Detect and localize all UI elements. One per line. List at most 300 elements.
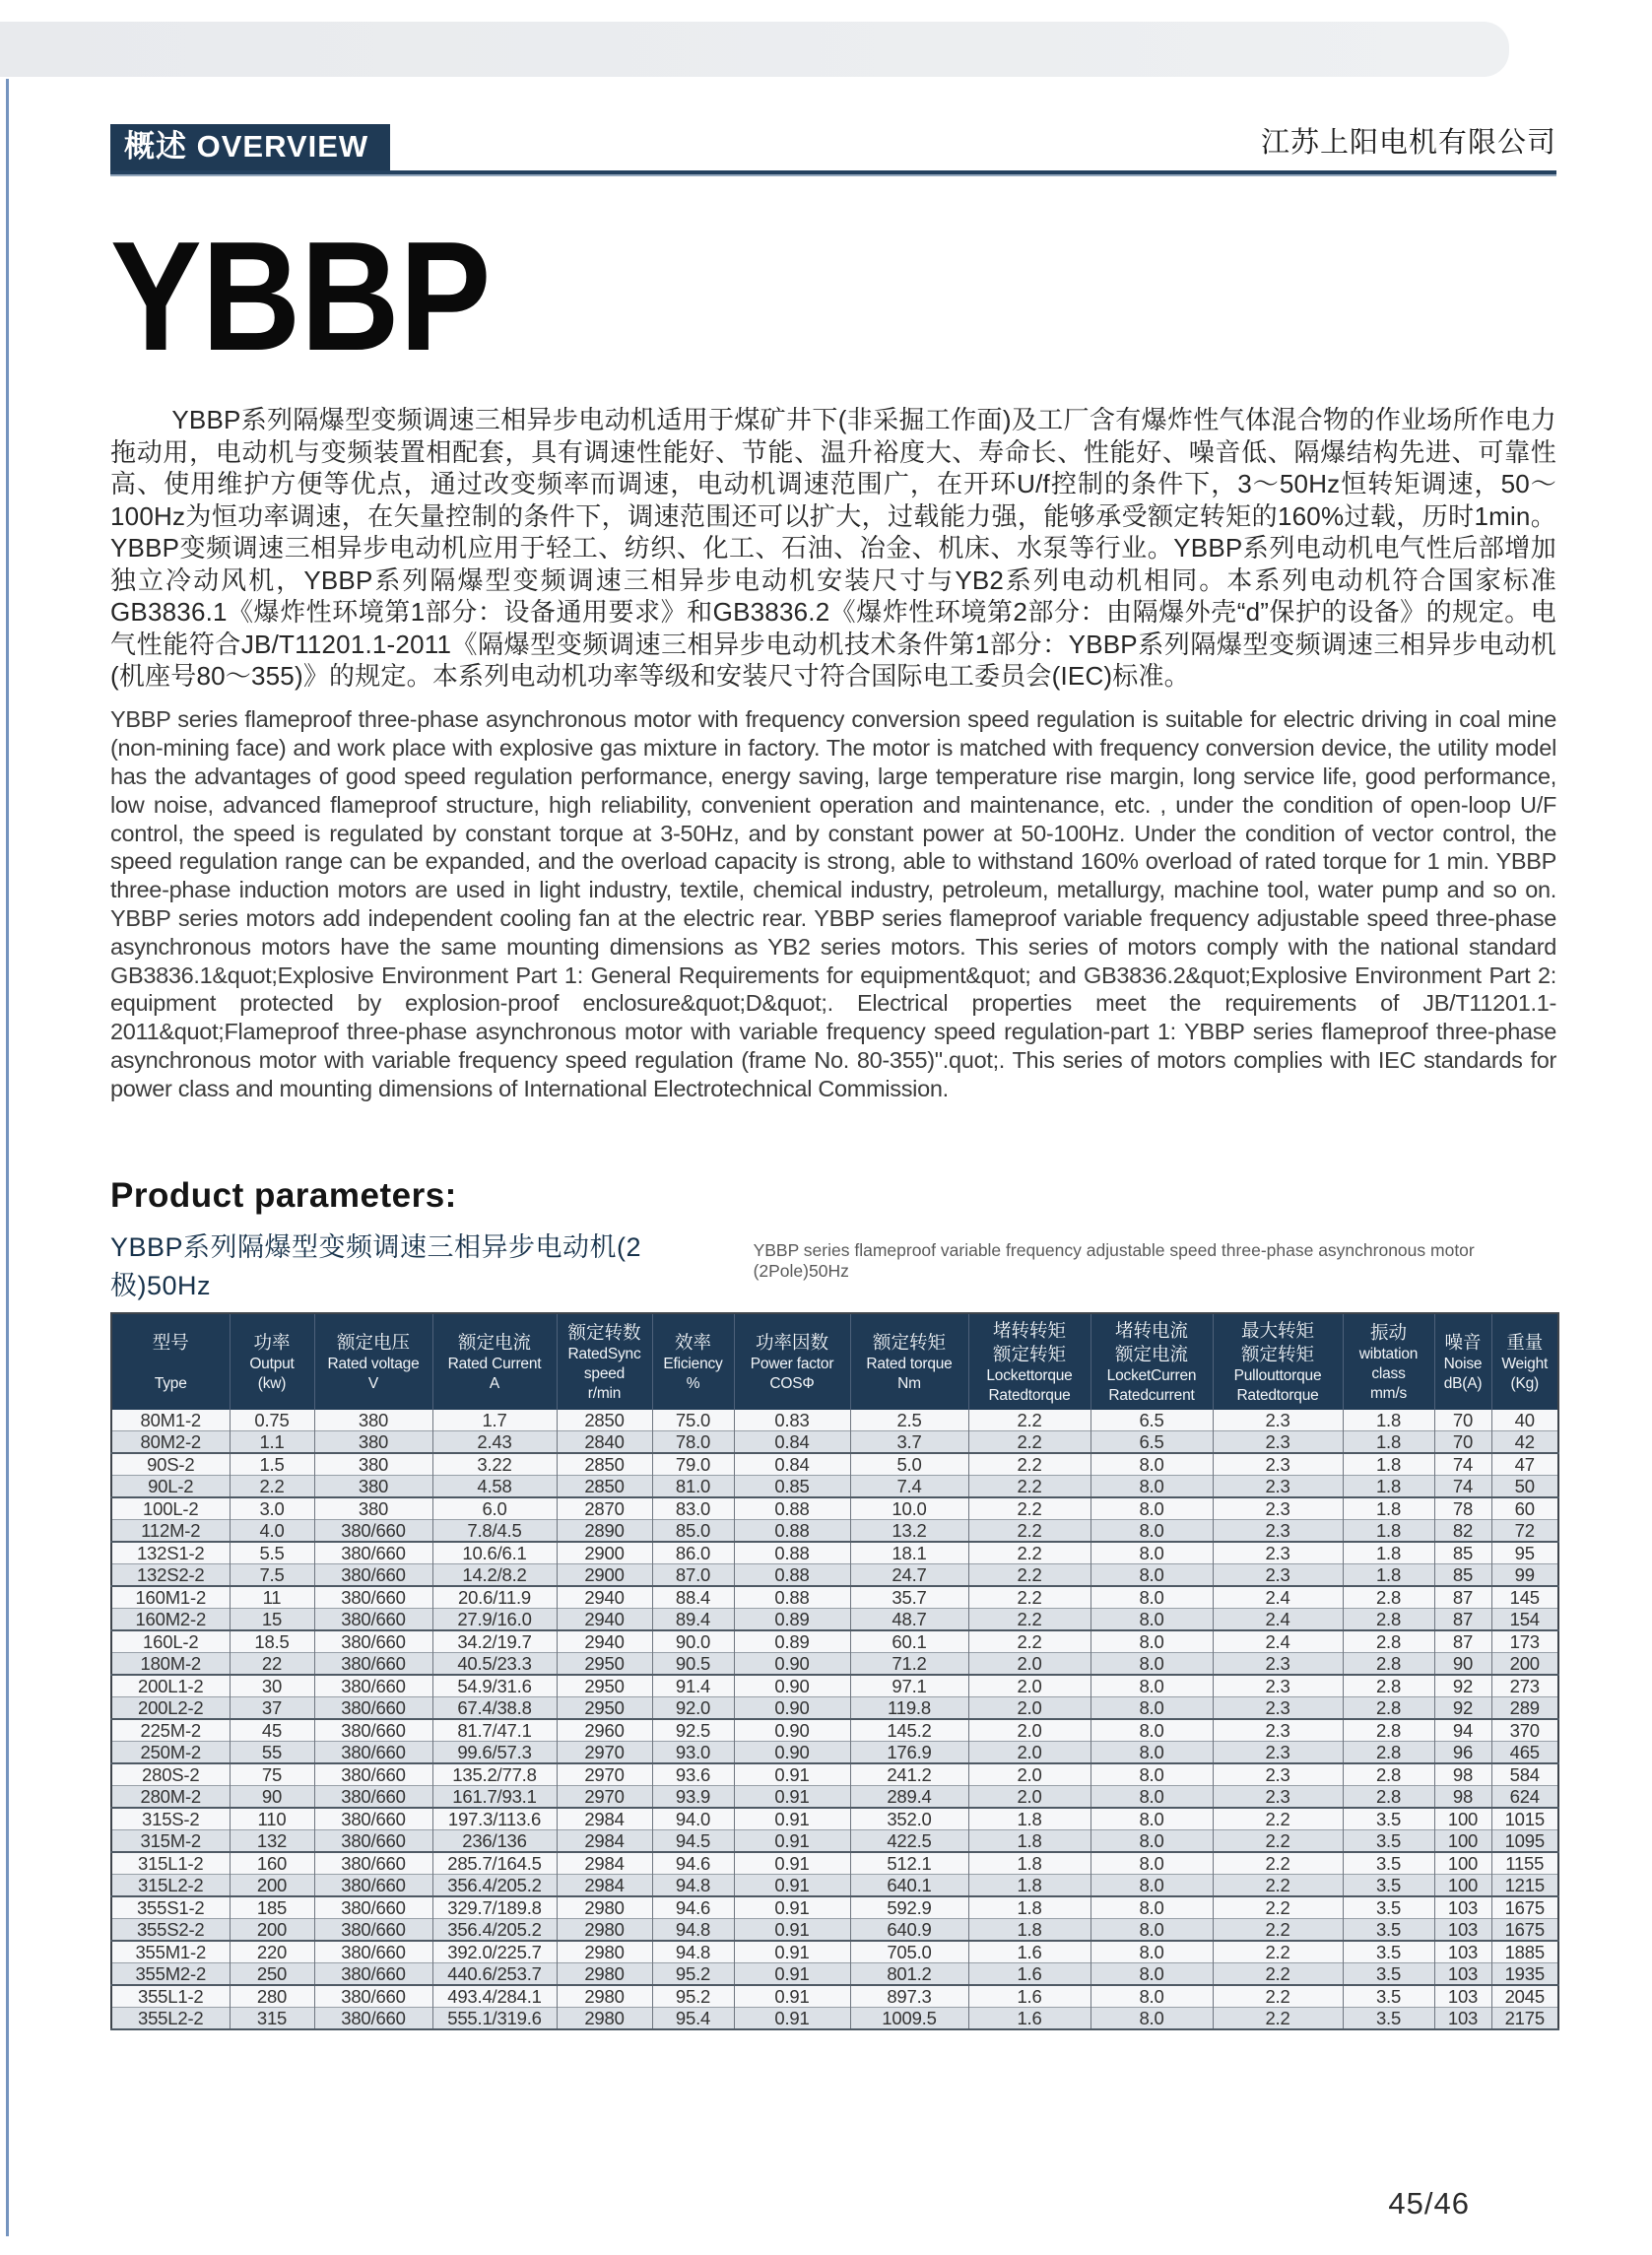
table-cell: 2.2 [1213, 1985, 1343, 2008]
table-cell: 200L1-2 [111, 1675, 230, 1697]
table-cell: 1.8 [1343, 1564, 1434, 1587]
table-cell: 0.90 [734, 1675, 850, 1697]
table-row [111, 2008, 1558, 2030]
left-edge-rule [6, 79, 9, 2236]
table-cell: 2.0 [968, 1786, 1090, 1809]
table-cell: 74 [1434, 1476, 1491, 1498]
table-cell: 1.8 [968, 1852, 1090, 1875]
table-cell: 0.89 [734, 1630, 850, 1653]
table-cell: 1885 [1504, 1942, 1545, 1963]
table-cell: 2850 [557, 1410, 652, 1431]
table-cell: 8.0 [1090, 1919, 1213, 1942]
table-cell: 37 [230, 1697, 314, 1720]
table-cell: 2.2 [968, 1542, 1090, 1564]
table-cell: 1.8 [968, 1919, 1090, 1942]
table-cell: 100 [1434, 1852, 1491, 1875]
table-cell: 89.4 [652, 1609, 734, 1631]
table-cell: 2980 [557, 1896, 652, 1919]
header-cell: 功率 Output (kw) [230, 1313, 314, 1410]
table-cell: 3.5 [1343, 1808, 1434, 1830]
table-cell: 2.3 [1213, 1542, 1343, 1564]
table-cell: 0.91 [734, 1896, 850, 1919]
table-cell: 380/660 [314, 1742, 432, 1764]
table-cell: 380/660 [314, 1653, 432, 1676]
table-cell: 80M1-2 [111, 1410, 230, 1431]
table-cell: 0.83 [734, 1410, 850, 1431]
table-cell: 2900 [557, 1564, 652, 1587]
table-row [111, 1542, 1558, 1564]
table-cell: 1935 [1504, 1963, 1545, 1985]
table-cell: 72 [1514, 1520, 1535, 1542]
table-cell: 241.2 [850, 1763, 968, 1786]
table-cell: 380/660 [314, 1875, 432, 1897]
table-cell: 380/660 [314, 1586, 432, 1609]
table-cell: 40.5/23.3 [432, 1653, 557, 1676]
table-cell: 93.9 [652, 1786, 734, 1809]
table-cell: 83.0 [652, 1497, 734, 1520]
table-cell: 99.6/57.3 [432, 1742, 557, 1764]
table-cell: 103 [1434, 1941, 1491, 1963]
table-cell: 95 [1514, 1543, 1535, 1564]
table-cell: 3.5 [1343, 2008, 1434, 2030]
table-cell: 100L-2 [111, 1497, 230, 1520]
table-cell: 380 [314, 1476, 432, 1498]
table-cell: 82 [1434, 1520, 1491, 1543]
table-cell: 3.5 [1343, 1963, 1434, 1986]
table-cell: 8.0 [1090, 1941, 1213, 1963]
table-cell: 30 [230, 1675, 314, 1697]
table-cell: 103 [1434, 1985, 1491, 2008]
table-cell: 8.0 [1090, 1542, 1213, 1564]
series-title: YBBP [110, 210, 492, 383]
table-cell: 8.0 [1090, 1808, 1213, 1830]
table-cell: 70 [1434, 1431, 1491, 1454]
table-cell: 280 [230, 1985, 314, 2008]
table-cell: 8.0 [1090, 1719, 1213, 1742]
table-cell: 2950 [557, 1697, 652, 1720]
table-cell: 584 [1509, 1764, 1540, 1786]
table-cell: 2.2 [230, 1476, 314, 1498]
table-cell: 0.88 [734, 1520, 850, 1543]
table-cell: 90.0 [652, 1630, 734, 1653]
table-cell: 2.2 [1213, 1963, 1343, 1986]
table-cell: 2900 [557, 1542, 652, 1564]
table-cell: 355M1-2 [111, 1941, 230, 1963]
table-row [111, 1697, 1558, 1720]
table-cell: 512.1 [850, 1852, 968, 1875]
table-cell: 2.8 [1343, 1719, 1434, 1742]
table-cell: 103 [1434, 1919, 1491, 1942]
table-cell: 200 [230, 1875, 314, 1897]
table-cell: 93.6 [652, 1763, 734, 1786]
table-cell: 3.22 [432, 1453, 557, 1476]
table-cell: 355S2-2 [111, 1919, 230, 1942]
table-cell: 0.75 [230, 1410, 314, 1431]
table-cell: 380 [314, 1497, 432, 1520]
table-cell: 380/660 [314, 1719, 432, 1742]
table-cell: 2.3 [1213, 1476, 1343, 1498]
table-cell: 1.6 [968, 1985, 1090, 2008]
table-cell: 2.2 [968, 1609, 1090, 1631]
table-cell: 8.0 [1090, 1453, 1213, 1476]
table-cell: 87 [1434, 1609, 1491, 1631]
table-cell: 0.84 [734, 1453, 850, 1476]
table-cell: 2984 [557, 1808, 652, 1830]
table-cell: 15 [230, 1609, 314, 1631]
table-cell: 92.5 [652, 1719, 734, 1742]
header-cell: 堵转电流 额定电流 LocketCurren Ratedcurrent [1090, 1313, 1213, 1410]
table-cell: 160L-2 [111, 1630, 230, 1653]
table-cell: 78 [1434, 1497, 1491, 1520]
table-cell: 95.4 [652, 2008, 734, 2030]
table-cell: 3.5 [1343, 1875, 1434, 1897]
table-cell: 200 [1509, 1653, 1540, 1675]
table-cell: 1.8 [968, 1875, 1090, 1897]
header-cell: 振动 wibtation class mm/s [1343, 1313, 1434, 1410]
table-cell: 2.43 [432, 1431, 557, 1454]
table-cell: 2940 [557, 1586, 652, 1609]
table-cell: 92 [1434, 1675, 1491, 1697]
table-cell: 103 [1434, 2008, 1491, 2030]
table-cell: 2.2 [968, 1564, 1090, 1587]
table-cell: 2.3 [1213, 1564, 1343, 1587]
table-cell: 2.3 [1213, 1453, 1343, 1476]
table-cell: 380/660 [314, 1763, 432, 1786]
table-cell: 355L2-2 [111, 2008, 230, 2030]
table-cell: 2984 [557, 1875, 652, 1897]
table-cell: 2.2 [1213, 1941, 1343, 1963]
table-cell: 94.6 [652, 1896, 734, 1919]
parameters-table [110, 1312, 1559, 2030]
table-cell: 8.0 [1090, 1564, 1213, 1587]
header-cell: 最大转矩 额定转矩 Pullouttorque Ratedtorque [1213, 1313, 1343, 1410]
table-cell: 2960 [557, 1719, 652, 1742]
table-cell: 315S-2 [111, 1808, 230, 1830]
table-cell: 2.2 [1213, 1830, 1343, 1853]
table-title-chinese: YBBP系列隔爆型变频调速三相异步电动机(2极)50Hz [110, 1232, 642, 1301]
table-cell: 81.0 [652, 1476, 734, 1498]
table-cell: 132S1-2 [111, 1542, 230, 1564]
header-cell: 堵转转矩 额定转矩 Lockettorque Ratedtorque [968, 1313, 1090, 1410]
table-cell: 380/660 [314, 1564, 432, 1587]
table-cell: 7.5 [230, 1564, 314, 1587]
table-title-english: YBBP series flameproof variable frequency adjustable speed three-phase asynchronous motor (2Pole)50Hz [753, 1240, 1475, 1282]
table-cell: 380/660 [314, 1697, 432, 1720]
table-cell: 60 [1514, 1498, 1535, 1520]
table-cell: 0.89 [734, 1609, 850, 1631]
table-cell: 3.5 [1343, 1919, 1434, 1942]
table-row [111, 1919, 1558, 1942]
table-row [111, 1985, 1558, 2008]
header-divider-secondary [110, 174, 1556, 176]
table-cell: 2.2 [1213, 1919, 1343, 1942]
table-cell: 2045 [1504, 1986, 1545, 2008]
table-row [111, 1586, 1558, 1609]
header-cell: 功率因数 Power factor COSΦ [734, 1313, 850, 1410]
table-cell: 315 [230, 2008, 314, 2030]
table-cell: 2.8 [1343, 1675, 1434, 1697]
table-cell: 8.0 [1090, 1963, 1213, 1986]
table-cell: 355S1-2 [111, 1896, 230, 1919]
table-row [111, 1830, 1558, 1853]
table-cell: 0.91 [734, 1830, 850, 1853]
table-cell: 79.0 [652, 1453, 734, 1476]
table-cell: 0.91 [734, 2008, 850, 2030]
table-cell: 18.5 [230, 1630, 314, 1653]
table-cell: 8.0 [1090, 1875, 1213, 1897]
table-cell: 0.90 [734, 1719, 850, 1742]
table-cell: 1.8 [968, 1808, 1090, 1830]
table-cell: 0.91 [734, 1985, 850, 2008]
table-cell: 380/660 [314, 1609, 432, 1631]
table-cell: 3.5 [1343, 1896, 1434, 1919]
table-cell: 22 [230, 1653, 314, 1676]
table-cell: 2.0 [968, 1697, 1090, 1720]
table-cell: 1.8 [968, 1830, 1090, 1853]
table-cell: 1.8 [1343, 1520, 1434, 1543]
table-cell: 94.6 [652, 1852, 734, 1875]
table-cell: 0.88 [734, 1564, 850, 1587]
table-cell: 47 [1514, 1454, 1535, 1476]
table-cell: 2.3 [1213, 1410, 1343, 1431]
table-cell: 94.5 [652, 1830, 734, 1853]
table-cell: 1155 [1505, 1853, 1545, 1875]
table-cell: 94.0 [652, 1808, 734, 1830]
table-cell: 35.7 [850, 1586, 968, 1609]
table-cell: 1.5 [230, 1453, 314, 1476]
table-cell: 380/660 [314, 1830, 432, 1853]
table-cell: 90L-2 [111, 1476, 230, 1498]
table-cell: 40 [1514, 1410, 1535, 1431]
table-row [111, 1653, 1558, 1676]
table-row [111, 1520, 1558, 1543]
table-cell: 85.0 [652, 1520, 734, 1543]
table-cell: 154 [1509, 1609, 1540, 1630]
table-cell: 280S-2 [111, 1763, 230, 1786]
table-cell: 74 [1434, 1453, 1491, 1476]
table-cell: 380/660 [314, 1542, 432, 1564]
table-cell: 356.4/205.2 [432, 1919, 557, 1942]
table-cell: 8.0 [1090, 1497, 1213, 1520]
table-cell: 1.6 [968, 2008, 1090, 2030]
table-cell: 200 [230, 1919, 314, 1942]
table-cell: 45 [230, 1719, 314, 1742]
table-cell: 8.0 [1090, 1852, 1213, 1875]
table-cell: 1095 [1504, 1830, 1545, 1852]
header-cell: 额定转数 RatedSync speed r/min [557, 1313, 652, 1410]
table-cell: 97.1 [850, 1675, 968, 1697]
table-cell: 145.2 [850, 1719, 968, 1742]
table-cell: 2980 [557, 2008, 652, 2030]
table-cell: 98 [1434, 1763, 1491, 1786]
table-cell: 110 [230, 1808, 314, 1830]
table-cell: 2.2 [1213, 1896, 1343, 1919]
table-cell: 8.0 [1090, 1985, 1213, 2008]
table-cell: 6.5 [1090, 1431, 1213, 1454]
table-cell: 2950 [557, 1653, 652, 1676]
table-row [111, 1875, 1558, 1897]
table-cell: 392.0/225.7 [432, 1941, 557, 1963]
table-cell: 493.4/284.1 [432, 1985, 557, 2008]
table-cell: 1.1 [230, 1431, 314, 1454]
table-cell: 2970 [557, 1786, 652, 1809]
table-row [111, 1896, 1558, 1919]
table-row [111, 1808, 1558, 1830]
table-cell: 11 [230, 1586, 314, 1609]
table-cell: 2.3 [1213, 1431, 1343, 1454]
table-cell: 0.91 [734, 1786, 850, 1809]
table-cell: 2.8 [1343, 1697, 1434, 1720]
table-cell: 380/660 [314, 1808, 432, 1830]
table-cell: 96 [1434, 1742, 1491, 1764]
table-cell: 2.3 [1213, 1786, 1343, 1809]
table-cell: 250 [230, 1963, 314, 1986]
table-cell: 273 [1509, 1676, 1540, 1697]
table-cell: 94.8 [652, 1875, 734, 1897]
table-cell: 50 [1514, 1476, 1535, 1497]
table-cell: 1.8 [1343, 1431, 1434, 1454]
table-cell: 8.0 [1090, 1630, 1213, 1653]
table-cell: 3.0 [230, 1497, 314, 1520]
table-cell: 2.3 [1213, 1742, 1343, 1764]
header-cell: 效率 Eficiency % [652, 1313, 734, 1410]
table-cell: 3.5 [1343, 1941, 1434, 1963]
table-cell: 100 [1434, 1808, 1491, 1830]
table-cell: 48.7 [850, 1609, 968, 1631]
table-cell: 85 [1434, 1542, 1491, 1564]
table-cell: 1675 [1504, 1897, 1545, 1919]
table-cell: 355M2-2 [111, 1963, 230, 1986]
table-cell: 640.1 [850, 1875, 968, 1897]
table-cell: 2970 [557, 1742, 652, 1764]
header-cell: 额定转矩 Rated torque Nm [850, 1313, 968, 1410]
table-cell: 2.8 [1343, 1653, 1434, 1676]
table-cell: 42 [1514, 1431, 1535, 1453]
table-cell: 2.0 [968, 1763, 1090, 1786]
table-cell: 14.2/8.2 [432, 1564, 557, 1587]
table-cell: 71.2 [850, 1653, 968, 1676]
table-cell: 1215 [1504, 1875, 1545, 1896]
table-cell: 3.7 [850, 1431, 968, 1454]
table-cell: 92.0 [652, 1697, 734, 1720]
table-cell: 592.9 [850, 1896, 968, 1919]
table-cell: 356.4/205.2 [432, 1875, 557, 1897]
table-cell: 8.0 [1090, 1520, 1213, 1543]
table-cell: 173 [1509, 1631, 1540, 1653]
table-cell: 1.8 [1343, 1497, 1434, 1520]
table-cell: 2970 [557, 1763, 652, 1786]
table-cell: 2980 [557, 1963, 652, 1986]
table-cell: 4.58 [432, 1476, 557, 1498]
table-cell: 3.5 [1343, 1830, 1434, 1853]
table-cell: 98 [1434, 1786, 1491, 1809]
table-cell: 2984 [557, 1852, 652, 1875]
table-cell: 132S2-2 [111, 1564, 230, 1587]
table-cell: 2850 [557, 1476, 652, 1498]
table-cell: 380/660 [314, 1675, 432, 1697]
table-cell: 94.8 [652, 1919, 734, 1942]
table-cell: 70 [1434, 1410, 1491, 1431]
table-cell: 132 [230, 1830, 314, 1853]
table-cell: 2950 [557, 1675, 652, 1697]
table-row [111, 1963, 1558, 1986]
table-cell: 2.2 [1213, 1852, 1343, 1875]
table-cell: 2.0 [968, 1675, 1090, 1697]
table-cell: 92 [1434, 1697, 1491, 1720]
table-cell: 3.5 [1343, 1985, 1434, 2008]
table-cell: 380/660 [314, 1941, 432, 1963]
table-body [111, 1410, 1558, 2029]
table-cell: 2.2 [1213, 1875, 1343, 1897]
table-row [111, 1410, 1558, 1431]
table-cell: 2.4 [1213, 1586, 1343, 1609]
header-cell: 重量 Weight (Kg) [1491, 1313, 1558, 1410]
table-cell: 2984 [557, 1830, 652, 1853]
table-cell: 160M2-2 [111, 1609, 230, 1631]
table-cell: 2870 [557, 1497, 652, 1520]
table-row [111, 1719, 1558, 1742]
table-cell: 100 [1434, 1875, 1491, 1897]
page-content [110, 0, 1556, 2222]
table-cell: 8.0 [1090, 1586, 1213, 1609]
table-cell: 75.0 [652, 1410, 734, 1431]
table-cell: 1.8 [1343, 1542, 1434, 1564]
table-cell: 380/660 [314, 2008, 432, 2030]
table-cell: 90 [1434, 1653, 1491, 1676]
table-cell: 55 [230, 1742, 314, 1764]
table-cell: 85 [1434, 1564, 1491, 1587]
table-cell: 2.8 [1343, 1630, 1434, 1653]
table-cell: 8.0 [1090, 1830, 1213, 1853]
table-cell: 2.3 [1213, 1719, 1343, 1742]
table-cell: 75 [230, 1763, 314, 1786]
table-cell: 289 [1509, 1697, 1540, 1719]
table-cell: 0.90 [734, 1742, 850, 1764]
table-cell: 5.0 [850, 1453, 968, 1476]
table-cell: 91.4 [652, 1675, 734, 1697]
table-row [111, 1630, 1558, 1653]
table-cell: 2840 [557, 1431, 652, 1454]
table-cell: 705.0 [850, 1941, 968, 1963]
table-cell: 2.2 [968, 1520, 1090, 1543]
header-cell: 型号 Type [111, 1313, 230, 1410]
table-cell: 2850 [557, 1453, 652, 1476]
table-cell: 176.9 [850, 1742, 968, 1764]
table-cell: 5.5 [230, 1542, 314, 1564]
table-cell: 1.6 [968, 1941, 1090, 1963]
table-cell: 8.0 [1090, 2008, 1213, 2030]
table-cell: 285.7/164.5 [432, 1852, 557, 1875]
table-cell: 380/660 [314, 1963, 432, 1986]
table-cell: 90S-2 [111, 1453, 230, 1476]
table-cell: 8.0 [1090, 1476, 1213, 1498]
table-cell: 2.5 [850, 1410, 968, 1431]
table-cell: 145 [1509, 1587, 1540, 1609]
table-cell: 87 [1434, 1630, 1491, 1653]
table-cell: 624 [1509, 1786, 1540, 1808]
table-cell: 2.0 [968, 1653, 1090, 1676]
company-name: 江苏上阳电机有限公司 [1260, 127, 1556, 159]
table-cell: 465 [1509, 1742, 1540, 1763]
table-cell: 380/660 [314, 1852, 432, 1875]
table-cell: 103 [1434, 1896, 1491, 1919]
table-cell: 1.7 [432, 1410, 557, 1431]
table-cell: 6.5 [1090, 1410, 1213, 1431]
table-cell: 0.91 [734, 1852, 850, 1875]
page-header [110, 120, 1556, 170]
table-cell: 2940 [557, 1609, 652, 1631]
table-cell: 2940 [557, 1630, 652, 1653]
